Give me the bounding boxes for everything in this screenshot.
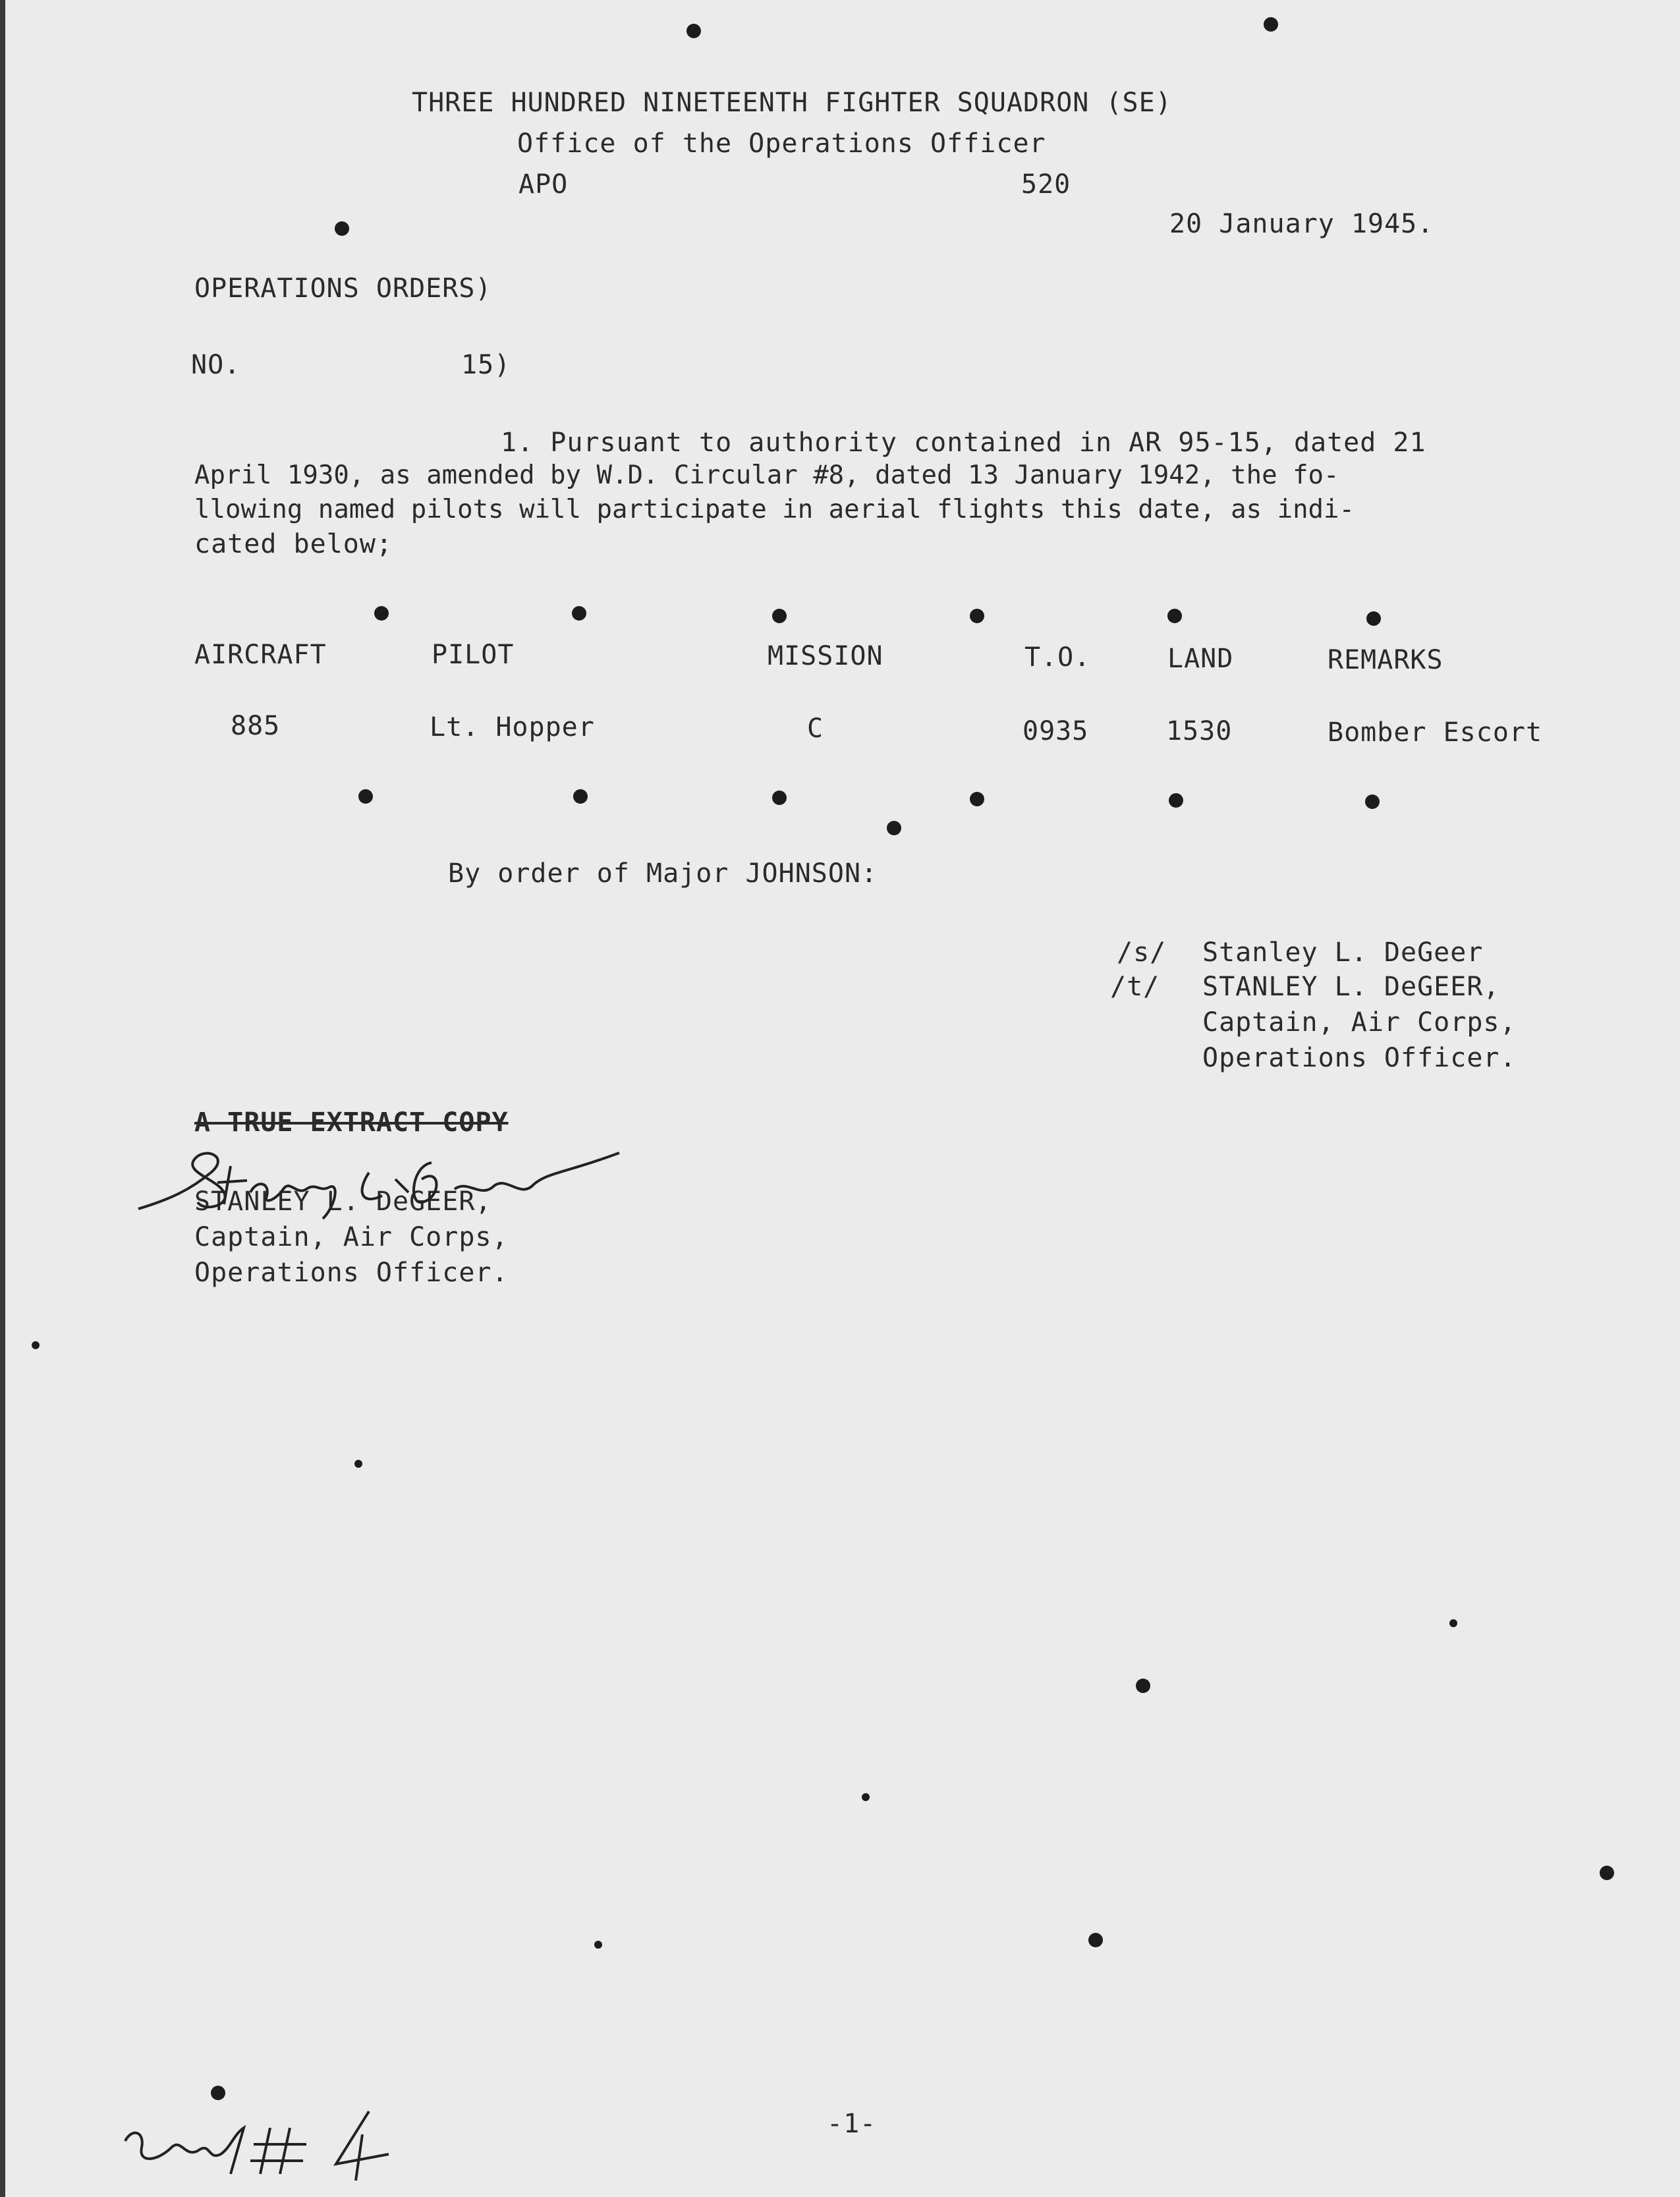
table-cell-pilot: Lt. Hopper — [430, 712, 595, 742]
extract-heading: A TRUE EXTRACT COPY — [194, 1107, 509, 1138]
orders-number-label: NO. — [191, 350, 241, 380]
decorative-dot — [358, 789, 373, 804]
speck — [211, 2086, 225, 2100]
speck — [862, 1793, 870, 1801]
decorative-dot — [1366, 611, 1381, 626]
speck — [354, 1460, 362, 1468]
table-header-to: T.O. — [1024, 642, 1091, 673]
paragraph-line-1: 1. Pursuant to authority contained in AR 95-15, dated 21 — [501, 428, 1426, 458]
apo-label: APO — [518, 169, 569, 200]
document-date: 20 January 1945. — [1169, 209, 1434, 239]
speck — [1088, 1933, 1103, 1947]
decorative-dot — [572, 606, 586, 621]
signature-t-mark: /t/ — [1110, 972, 1160, 1002]
table-cell-to: 0935 — [1022, 716, 1089, 746]
page-number: -1- — [827, 2109, 877, 2139]
handwritten-signature — [132, 1126, 646, 1225]
table-header-pilot: PILOT — [432, 640, 515, 670]
signature-rank: Captain, Air Corps, — [1202, 1007, 1517, 1038]
table-header-land: LAND — [1167, 644, 1234, 674]
signature-s-name: Stanley L. DeGeer — [1202, 937, 1484, 968]
speck — [1449, 1619, 1457, 1627]
decorative-dot — [1167, 609, 1182, 623]
office-line: Office of the Operations Officer — [517, 128, 1046, 159]
paragraph-line-3: llowing named pilots will participate in aerial flights this date, as indi- — [194, 495, 1355, 524]
speck — [1264, 17, 1278, 32]
decorative-dot — [374, 606, 389, 621]
decorative-dot — [1169, 793, 1183, 808]
decorative-dot — [1365, 794, 1380, 809]
paragraph-line-2: April 1930, as amended by W.D. Circular #8, dated 13 January 1942, the fo- — [194, 460, 1339, 490]
table-cell-mission: C — [807, 713, 824, 744]
extract-name: STANLEY L. DeGEER, — [194, 1186, 492, 1217]
handwritten-note — [119, 2101, 408, 2187]
signature-t-name: STANLEY L. DeGEER, — [1202, 972, 1500, 1002]
scan-edge — [0, 0, 5, 2197]
by-order-line: By order of Major JOHNSON: — [448, 858, 878, 889]
orders-number-value: 15) — [461, 350, 511, 380]
speck — [335, 221, 349, 236]
decorative-dot — [970, 792, 984, 806]
speck — [686, 24, 701, 38]
extract-rank: Captain, Air Corps, — [194, 1222, 509, 1252]
apo-number: 520 — [1021, 169, 1071, 200]
table-cell-land: 1530 — [1166, 716, 1233, 746]
paragraph-line-4: cated below; — [194, 529, 393, 559]
decorative-dot — [772, 609, 787, 623]
table-cell-aircraft: 885 — [231, 711, 281, 741]
extract-title: Operations Officer. — [194, 1258, 509, 1288]
decorative-dot — [887, 821, 901, 835]
table-header-remarks: REMARKS — [1328, 645, 1443, 675]
signature-title: Operations Officer. — [1202, 1043, 1517, 1073]
decorative-dot — [772, 791, 787, 805]
speck — [1600, 1866, 1614, 1880]
signature-s-mark: /s/ — [1117, 937, 1167, 968]
orders-label: OPERATIONS ORDERS) — [194, 273, 492, 304]
unit-heading: THREE HUNDRED NINETEENTH FIGHTER SQUADRON (SE) — [412, 88, 1172, 118]
table-header-aircraft: AIRCRAFT — [194, 640, 327, 670]
decorative-dot — [573, 789, 588, 804]
speck — [594, 1941, 602, 1949]
speck — [1136, 1679, 1150, 1693]
speck — [32, 1341, 40, 1349]
table-header-mission: MISSION — [768, 641, 883, 671]
decorative-dot — [970, 609, 984, 623]
table-cell-remarks: Bomber Escort — [1328, 717, 1543, 748]
